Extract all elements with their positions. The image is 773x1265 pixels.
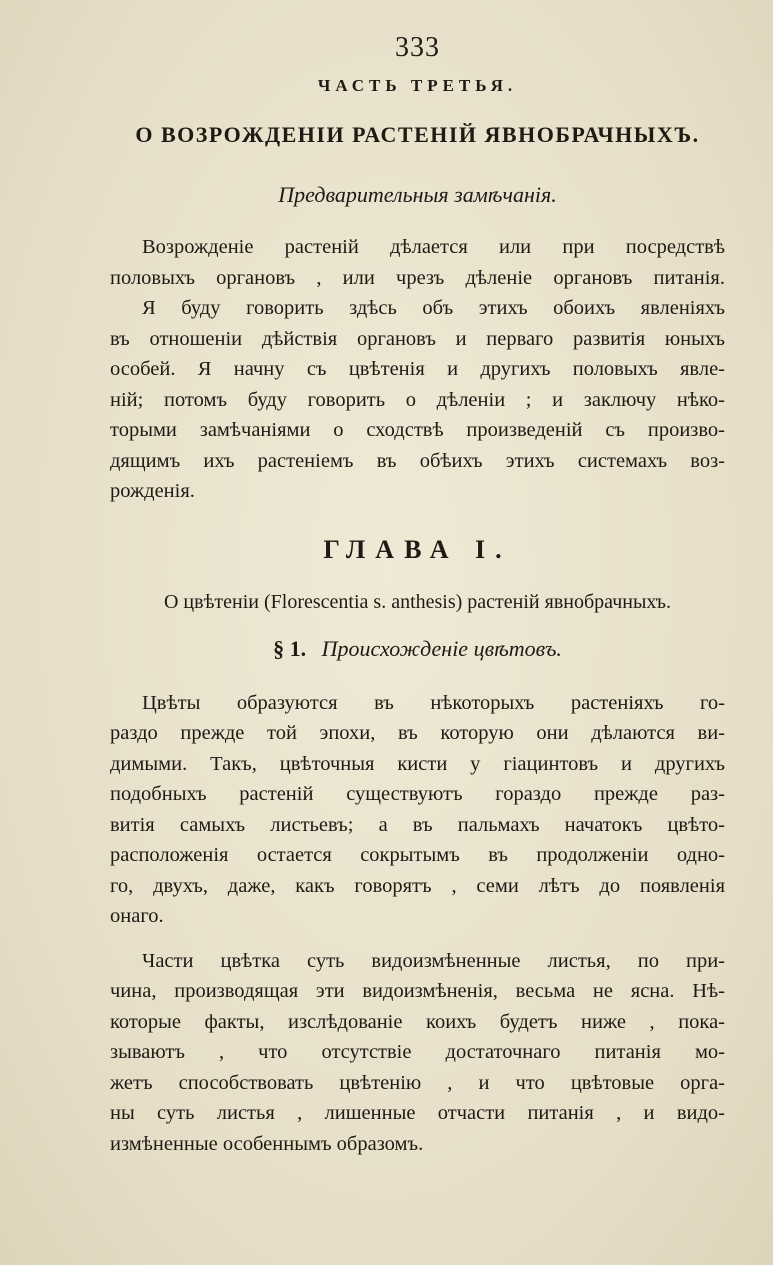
text-line: зываютъ , что отсутствіе достаточнаго питанія мо- [110,1041,725,1063]
text-line: ны суть листья , лишенные отчасти питанія , и видо- [110,1102,725,1124]
text-line: жетъ способствовать цвѣтенію , и что цвѣтовые орга- [110,1071,725,1094]
text-line: го, двухъ, даже, какъ говорятъ , семи лѣтъ до появленія [110,874,725,897]
text-line: рожденія. [110,480,195,502]
subtitle: Предварительныя замѣчанія. [278,182,557,207]
text-line: въ отношеніи дѣйствія органовъ и перваго развитія юныхъ [110,327,725,350]
text-line: чина, производящая эти видоизмѣненія, весьма не ясна. Нѣ- [110,980,725,1002]
text-line: онаго. [110,905,164,927]
paragraph-gap [110,932,725,946]
text-line: расположенія остается сокрытымъ въ продолженіи одно- [110,844,725,866]
intro-paragraph [110,232,725,507]
text-line: Части цвѣтка суть видоизмѣненные листья, по при- [142,949,725,972]
section-heading [110,636,725,662]
text-line: которые факты, изслѣдованіе коихъ будетъ ниже , пока- [110,1010,725,1033]
section-number: § 1. [273,635,307,661]
text-line: особей. Я начну съ цвѣтенія и другихъ половыхъ явле- [110,358,725,380]
text-line: Возрожденіе растеній дѣлается или при посредствѣ [142,236,725,258]
text-line: торыми замѣчаніями о сходствѣ произведеній съ произво- [110,419,725,441]
text-line: измѣненные особеннымъ образомъ. [110,1132,424,1155]
text-line: Цвѣты образуются въ нѣкоторыхъ растеніяхъ го- [142,691,725,714]
part-title: ЧАСТЬ ТРЕТЬЯ. [317,76,518,95]
text-line: димыми. Такъ, цвѣточныя кисти у гіацинтовъ и другихъ [110,752,725,775]
page-number: 333 [395,32,440,63]
paragraph-2 [110,946,725,1160]
text-line: раздо прежде той эпохи, въ которую они дѣлаются ви- [110,722,725,744]
text-line: подобныхъ растеній существуютъ гораздо прежде раз- [110,783,725,805]
section-title: Происхожденіе цвѣтовъ. [321,635,562,661]
text-line: ній; потомъ буду говорить о дѣленіи ; и заключу нѣко- [110,388,725,411]
chapter-title: ГЛАВА I. [323,534,512,564]
main-title: О ВОЗРОЖДЕНІИ РАСТЕНІЙ ЯВНОБРАЧНЫХЪ. [135,122,700,147]
text-line: дящимъ ихъ растеніемъ въ обѣихъ этихъ системахъ воз- [110,449,725,472]
text-line: половыхъ органовъ , или чрезъ дѣленіе органовъ питанія. [110,266,725,289]
chapter-subtitle: О цвѣтеніи (Florescentia s. anthesis) растеній явнобрачныхъ. [163,590,672,613]
text-line: витія самыхъ листьевъ; а въ пальмахъ начатокъ цвѣто- [110,813,725,836]
text-line: Я буду говорить здѣсь объ этихъ обоихъ явленіяхъ [142,297,725,319]
paragraph-1 [110,688,725,932]
